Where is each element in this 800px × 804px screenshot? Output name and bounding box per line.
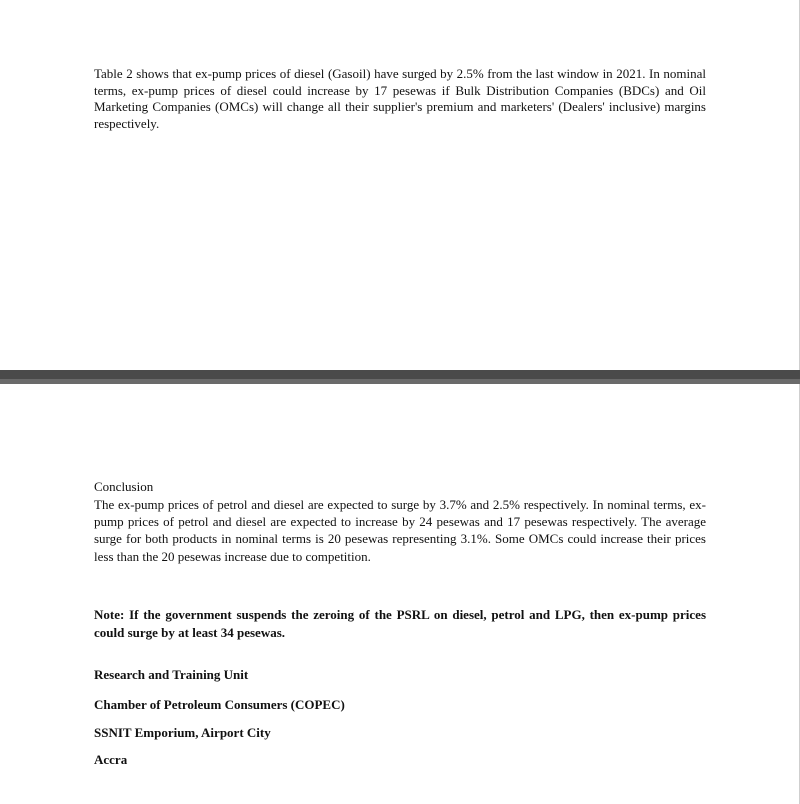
signature-address: SSNIT Emporium, Airport City — [94, 725, 271, 740]
conclusion-paragraph: The ex-pump prices of petrol and diesel are expected to surge by 3.7% and 2.5% respectively. In nominal terms, ex-pump prices of petrol and diesel are expected to increase by 24 pesewas and 17 pesewas respectively. The average surge for both products in nominal terms is 20 pesewas representing 3.1%. Some OMCs could increase their prices less than the 20 pesewas increase due to competition. — [94, 497, 706, 564]
diesel-price-paragraph: Table 2 shows that ex-pump prices of diesel (Gasoil) have surged by 2.5% from the last window in 2021. In nominal terms, ex-pump prices of diesel could increase by 17 pesewas if Bulk Distribution Companies (BDCs) and Oil Marketing Companies (OMCs) will change all their supplier's premium and marketers' (Dealers' inclusive) margins respectively. — [94, 66, 706, 131]
document-page-top — [0, 0, 800, 370]
note-paragraph: Note: If the government suspends the zeroing of the PSRL on diesel, petrol and LPG, then ex-pump prices could surge by at least 34 pesewas. — [94, 607, 706, 640]
signature-organization: Chamber of Petroleum Consumers (COPEC) — [94, 697, 345, 712]
signature-unit: Research and Training Unit — [94, 667, 249, 682]
page-separator — [0, 370, 800, 384]
signature-city: Accra — [94, 752, 128, 767]
document-page-bottom — [0, 384, 800, 804]
conclusion-heading: Conclusion — [94, 479, 154, 494]
